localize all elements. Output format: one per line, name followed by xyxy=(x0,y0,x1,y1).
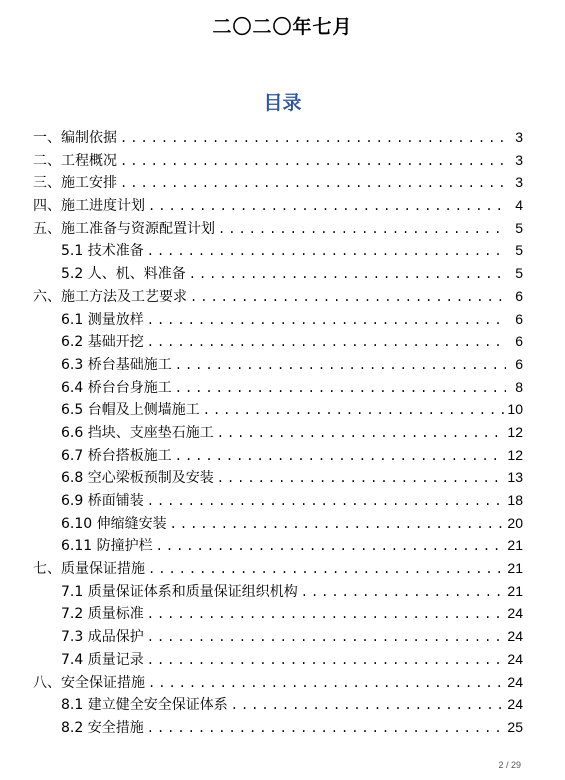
toc-entry-page: 24 xyxy=(507,628,523,645)
toc-entry[interactable] xyxy=(33,239,523,262)
toc-dot-leader xyxy=(147,626,505,649)
toc-entry[interactable] xyxy=(33,671,523,694)
toc-entry-label: 6.7 桥台搭板施工 xyxy=(61,447,172,464)
toc-entry-label: 7.3 成品保护 xyxy=(61,629,144,646)
toc-entry-page: 3 xyxy=(515,129,523,145)
toc-entry[interactable] xyxy=(33,489,523,512)
toc-dot-leader xyxy=(217,422,505,445)
toc-dot-leader xyxy=(217,467,505,490)
toc-dot-leader xyxy=(175,354,506,377)
toc-entry[interactable] xyxy=(33,602,523,625)
toc-entry-page: 6 xyxy=(515,355,523,372)
toc-entry-label: 7.4 质量记录 xyxy=(61,651,144,668)
toc-entry-page: 4 xyxy=(515,197,523,214)
toc-entry-page: 20 xyxy=(507,514,523,531)
toc-entry-page: 5 xyxy=(515,265,523,282)
toc-entry-page: 24 xyxy=(507,696,523,713)
toc-dot-leader xyxy=(190,286,506,309)
toc-entry[interactable] xyxy=(33,625,523,648)
toc-entry-page: 25 xyxy=(507,718,523,735)
toc-entry-label: 6.10 伸缩缝安装 xyxy=(61,515,167,532)
toc-entry-label: 6.1 测量放样 xyxy=(61,311,144,328)
toc-entry-label: 6.8 空心梁板预制及安装 xyxy=(61,470,214,487)
toc-entry[interactable] xyxy=(33,693,523,716)
toc-entry-label: 二、工程概况 xyxy=(33,152,117,169)
toc-entry-page: 13 xyxy=(507,469,523,486)
toc-entry-label: 6.6 挡块、支座垫石施工 xyxy=(61,424,214,441)
toc-entry-label: 7.1 质量保证体系和质量保证组织机构 xyxy=(61,583,298,600)
toc-entry[interactable] xyxy=(33,534,523,557)
toc-entry-label: 六、施工方法及工艺要求 xyxy=(33,288,187,305)
toc-dot-leader xyxy=(147,331,506,354)
toc-title: 目录 xyxy=(263,92,302,114)
toc-entry-label: 6.4 桥台台身施工 xyxy=(61,379,172,396)
toc-dot-leader xyxy=(189,263,506,286)
toc-entry-page: 5 xyxy=(515,219,523,236)
toc-entry[interactable] xyxy=(33,126,523,149)
document-date-heading: 二〇二〇年七月 xyxy=(212,16,353,38)
toc-entry[interactable] xyxy=(33,308,523,331)
toc-entry[interactable] xyxy=(33,557,523,580)
toc-entry[interactable] xyxy=(33,217,523,240)
toc-entry-label: 7.2 质量标准 xyxy=(61,606,144,623)
toc-entry[interactable] xyxy=(33,716,523,739)
toc-dot-leader xyxy=(120,172,506,195)
toc-entry[interactable] xyxy=(33,285,523,308)
toc-entry-page: 10 xyxy=(507,401,523,418)
toc-entry[interactable] xyxy=(33,330,523,353)
toc-entry[interactable] xyxy=(33,262,523,285)
toc-dot-leader xyxy=(147,603,505,626)
toc-entry-page: 12 xyxy=(507,446,523,463)
toc-entry-page: 8 xyxy=(515,378,523,395)
toc-dot-leader xyxy=(170,513,505,536)
toc-entry-label: 八、安全保证措施 xyxy=(33,674,145,691)
toc-entry-page: 6 xyxy=(515,287,523,304)
page-number-indicator: 2 / 29 xyxy=(498,760,521,770)
toc-entry-page: 24 xyxy=(507,673,523,690)
toc-entry-page: 18 xyxy=(507,492,523,508)
toc-entry-page: 21 xyxy=(507,560,523,577)
toc-entry[interactable] xyxy=(33,194,523,217)
toc-entry[interactable] xyxy=(33,421,523,444)
toc-dot-leader xyxy=(148,672,504,695)
toc-entry-label: 8.2 安全措施 xyxy=(61,719,144,736)
toc-entry-label: 6.11 防撞护栏 xyxy=(61,538,153,555)
toc-entry-label: 8.1 建立健全安全保证体系 xyxy=(61,697,228,714)
toc-entry[interactable] xyxy=(33,466,523,489)
toc-dot-leader xyxy=(175,445,505,468)
toc-dot-leader xyxy=(147,490,505,513)
toc-entry-page: 3 xyxy=(515,174,523,191)
toc-dot-leader xyxy=(148,195,506,218)
toc-dot-leader xyxy=(218,218,506,241)
toc-entry-page: 21 xyxy=(507,537,523,554)
toc-entry[interactable] xyxy=(33,149,523,172)
toc-entry-label: 一、编制依据 xyxy=(33,130,117,146)
toc-entry[interactable] xyxy=(33,353,523,376)
toc-entry-page: 6 xyxy=(515,333,523,350)
toc-entry-page: 24 xyxy=(507,650,523,667)
toc-entry-label: 四、施工进度计划 xyxy=(33,198,145,215)
toc-entry-label: 6.9 桥面铺装 xyxy=(61,493,144,509)
toc-entry-page: 5 xyxy=(515,242,523,259)
toc-entry-page: 21 xyxy=(507,582,523,599)
toc-dot-leader xyxy=(147,309,506,332)
toc-dot-leader xyxy=(148,558,504,581)
toc-entry[interactable] xyxy=(33,444,523,467)
toc-entry-label: 5.2 人、机、料准备 xyxy=(61,266,186,283)
toc-entry[interactable] xyxy=(33,580,523,603)
toc-dot-leader xyxy=(147,240,506,263)
toc-dot-leader xyxy=(301,581,505,604)
toc-dot-leader xyxy=(231,694,505,717)
toc-entry[interactable] xyxy=(33,648,523,671)
toc-entry[interactable] xyxy=(33,171,523,194)
toc-entry[interactable] xyxy=(33,512,523,535)
toc-entry-label: 七、质量保证措施 xyxy=(33,561,145,578)
toc-entry-label: 三、施工安排 xyxy=(33,175,117,192)
toc-entry-page: 24 xyxy=(507,605,523,622)
toc-dot-leader xyxy=(203,399,505,422)
toc-entry[interactable] xyxy=(33,398,523,421)
toc-entry-page: 12 xyxy=(507,423,523,440)
toc-entry-label: 5.1 技术准备 xyxy=(61,243,144,260)
toc-entry-page: 6 xyxy=(515,310,523,327)
table-of-contents xyxy=(33,126,523,739)
toc-dot-leader xyxy=(120,150,506,173)
toc-entry-label: 6.3 桥台基础施工 xyxy=(61,356,172,373)
toc-dot-leader xyxy=(175,377,506,400)
toc-entry-page: 3 xyxy=(515,151,523,168)
toc-dot-leader xyxy=(156,535,505,558)
toc-entry-label: 6.2 基础开挖 xyxy=(61,334,144,351)
toc-dot-leader xyxy=(147,649,505,672)
toc-dot-leader xyxy=(120,127,506,150)
toc-entry-label: 6.5 台帽及上侧墙施工 xyxy=(61,402,200,419)
toc-entry[interactable] xyxy=(33,376,523,399)
toc-entry-label: 五、施工准备与资源配置计划 xyxy=(33,220,215,237)
toc-dot-leader xyxy=(147,717,505,740)
